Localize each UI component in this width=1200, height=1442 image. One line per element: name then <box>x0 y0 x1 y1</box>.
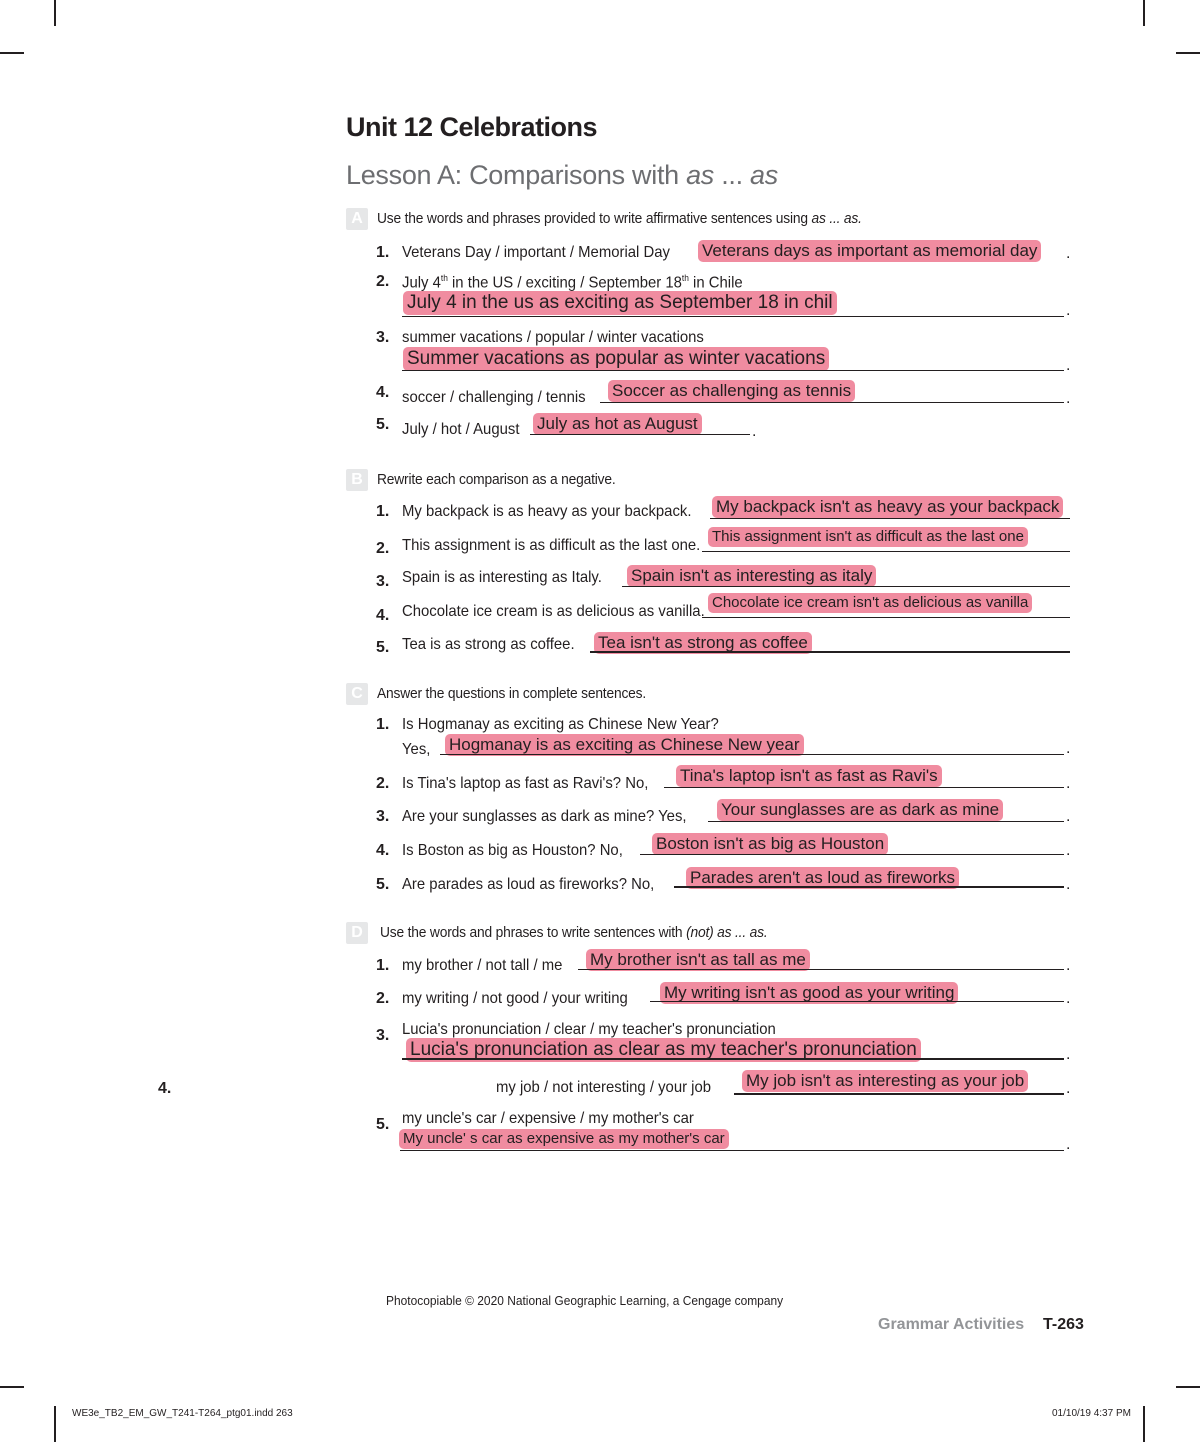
item-prompt: my brother / not tall / me <box>402 957 563 974</box>
period: . <box>1066 775 1071 792</box>
crop-mark <box>54 1406 56 1442</box>
item-prompt: my uncle's car / expensive / my mother's car <box>402 1110 694 1127</box>
item-prompt: my job / not interesting / your job <box>496 1079 712 1096</box>
lesson-title-as: as <box>686 160 714 190</box>
answer-line <box>702 551 1070 552</box>
lesson-title-prefix: Lesson A: Comparisons with <box>346 160 679 190</box>
period: . <box>1066 876 1071 893</box>
answer-line <box>600 402 1064 403</box>
answer-line <box>708 821 1064 822</box>
period: . <box>1066 390 1071 407</box>
file-slug: WE3e_TB2_EM_GW_T241-T264_ptg01.indd 263 <box>72 1408 293 1419</box>
item-number: 1. <box>376 244 390 261</box>
prompt-part: July 4 <box>402 274 441 292</box>
answer-field[interactable]: My uncle' s car as expensive as my mother's car <box>399 1129 729 1149</box>
page-number: T-263 <box>1043 1316 1084 1333</box>
item-number: 4. <box>376 384 390 401</box>
item-prompt: My backpack is as heavy as your backpack. <box>402 503 692 520</box>
section-instruction <box>377 210 862 227</box>
answer-field[interactable]: Boston isn't as big as Houston <box>652 833 888 855</box>
item-number: 5. <box>376 416 390 433</box>
footer-section-label: Grammar Activities <box>878 1316 1025 1333</box>
item-prompt: This assignment is as difficult as the last one. <box>402 537 701 554</box>
unit-title: Unit 12 Celebrations <box>346 112 598 142</box>
section-badge: D <box>346 922 368 944</box>
item-prompt: my writing / not good / your writing <box>402 990 628 1007</box>
instruction-text: Use the words and phrases to write sentences with <box>380 924 683 941</box>
item-prompt: Spain is as interesting as Italy. <box>402 569 602 586</box>
crop-mark <box>54 0 56 26</box>
item-prompt: Tea is as strong as coffee. <box>402 636 575 653</box>
section-instruction: Rewrite each comparison as a negative. <box>377 471 616 488</box>
crop-mark <box>1176 52 1200 54</box>
answer-line <box>578 969 1064 970</box>
instruction-italic: (not) as ... as. <box>686 924 768 941</box>
period: . <box>1066 808 1071 825</box>
answer-field[interactable]: Lucia's pronunciation as clear as my teacher's pronunciation <box>406 1038 921 1062</box>
section-instruction: Answer the questions in complete sentences. <box>377 685 647 702</box>
lesson-title <box>346 160 778 191</box>
item-number: 5. <box>376 1116 390 1133</box>
answer-field[interactable]: Soccer as challenging as tennis <box>608 380 855 402</box>
item-prompt: Is Boston as big as Houston? No, <box>402 842 623 859</box>
answer-field[interactable]: This assignment isn't as difficult as the last one <box>708 527 1028 547</box>
instruction-text: Use the words and phrases provided to write affirmative sentences using <box>377 210 808 227</box>
answer-field[interactable]: Your sunglasses are as dark as mine <box>717 799 1003 821</box>
period: . <box>1066 357 1071 374</box>
answer-line <box>402 370 1064 371</box>
crop-mark <box>1143 1406 1145 1442</box>
answer-field[interactable]: July 4 in the us as exciting as September 18 in chil <box>403 291 837 315</box>
item-prompt: Chocolate ice cream is as delicious as vanilla. <box>402 603 705 620</box>
item-prompt: Lucia's pronunciation / clear / my teacher's pronunciation <box>402 1021 776 1038</box>
answer-field[interactable]: My job isn't as interesting as your job <box>742 1070 1028 1092</box>
answer-line <box>590 651 1070 653</box>
print-timestamp: 01/10/19 4:37 PM <box>1052 1408 1131 1419</box>
period: . <box>1066 990 1071 1007</box>
crop-mark <box>0 1386 24 1388</box>
item-prompt: summer vacations / popular / winter vacations <box>402 329 704 346</box>
answer-field[interactable]: My writing isn't as good as your writing <box>660 982 958 1004</box>
period: . <box>1066 1136 1071 1153</box>
section-badge: A <box>346 208 368 230</box>
item-prompt: Veterans Day / important / Memorial Day <box>402 244 670 261</box>
section-badge: B <box>346 469 368 491</box>
item-number: 3. <box>376 1027 390 1044</box>
prompt-part: in Chile <box>688 274 743 292</box>
item-number: 3. <box>376 573 390 590</box>
period: . <box>1066 842 1071 859</box>
answer-line <box>622 586 1070 587</box>
answer-line <box>400 1150 1064 1151</box>
copyright-notice: Photocopiable © 2020 National Geographic Learning, a Cengage company <box>386 1293 784 1308</box>
lesson-title-dots: ... <box>721 160 743 190</box>
period: . <box>1066 302 1071 319</box>
item-prompt <box>402 273 743 292</box>
answer-line <box>702 617 1070 618</box>
period: . <box>1066 957 1071 974</box>
answer-line <box>402 316 1064 317</box>
period: . <box>1066 740 1071 757</box>
item-number: 2. <box>376 990 390 1007</box>
item-prompt: Are parades as loud as fireworks? No, <box>402 876 655 893</box>
answer-field[interactable]: My backpack isn't as heavy as your backpack <box>712 496 1063 518</box>
item-prompt: Is Hogmanay as exciting as Chinese New Year? <box>402 716 719 733</box>
answer-line <box>440 754 1064 755</box>
section-badge: C <box>346 683 368 705</box>
item-number: 2. <box>376 540 390 557</box>
answer-field[interactable]: Hogmanay is as exciting as Chinese New year <box>445 734 804 756</box>
lesson-title-as: as <box>750 160 778 190</box>
period: . <box>752 423 757 440</box>
answer-field[interactable]: Parades aren't as loud as fireworks <box>686 867 959 889</box>
item-prompt: July / hot / August <box>402 421 520 438</box>
section-instruction <box>380 924 767 941</box>
item-number: 2. <box>376 775 390 792</box>
answer-line <box>734 1093 1064 1095</box>
answer-field[interactable]: Summer vacations as popular as winter vacations <box>403 347 829 371</box>
answer-line <box>530 434 750 435</box>
item-number: 1. <box>376 716 390 733</box>
answer-field[interactable]: Tina's laptop isn't as fast as Ravi's <box>676 765 942 787</box>
answer-line <box>650 1001 1064 1002</box>
item-number: 1. <box>376 503 390 520</box>
answer-field[interactable]: July as hot as August <box>533 413 702 435</box>
answer-lead: Yes, <box>402 741 431 758</box>
answer-line <box>402 1058 1064 1060</box>
item-prompt: soccer / challenging / tennis <box>402 389 586 406</box>
item-number: 1. <box>376 957 390 974</box>
superscript: th <box>440 273 448 283</box>
answer-line <box>640 854 1064 855</box>
period: . <box>1066 1046 1071 1063</box>
period: . <box>1066 245 1071 262</box>
answer-field[interactable]: Tea isn't as strong as coffee <box>594 632 812 654</box>
instruction-italic: as ... as. <box>811 210 862 227</box>
item-number: 3. <box>376 329 390 346</box>
item-prompt: Are your sunglasses as dark as mine? Yes, <box>402 808 687 825</box>
item-number: 5. <box>376 876 390 893</box>
answer-line <box>710 518 1070 519</box>
item-number: 4. <box>376 842 390 859</box>
item-number: 5. <box>376 639 390 656</box>
answer-field[interactable]: Veterans days as important as memorial day <box>698 240 1041 262</box>
item-number: 4. <box>158 1080 172 1097</box>
superscript: th <box>681 273 689 283</box>
answer-line <box>674 886 1064 888</box>
period: . <box>1066 1080 1071 1097</box>
prompt-part: in the US / exciting / September 18 <box>447 274 682 292</box>
crop-mark <box>1176 1386 1200 1388</box>
answer-field[interactable]: Chocolate ice cream isn't as delicious as vanilla <box>708 593 1032 613</box>
crop-mark <box>1143 0 1145 26</box>
item-number: 4. <box>376 607 390 624</box>
answer-field[interactable]: Spain isn't as interesting as italy <box>627 565 876 587</box>
item-prompt: Is Tina's laptop as fast as Ravi's? No, <box>402 775 649 792</box>
item-number: 3. <box>376 808 390 825</box>
answer-field[interactable]: My brother isn't as tall as me <box>586 949 810 971</box>
crop-mark <box>0 52 24 54</box>
item-number: 2. <box>376 273 390 290</box>
answer-line <box>664 787 1064 788</box>
